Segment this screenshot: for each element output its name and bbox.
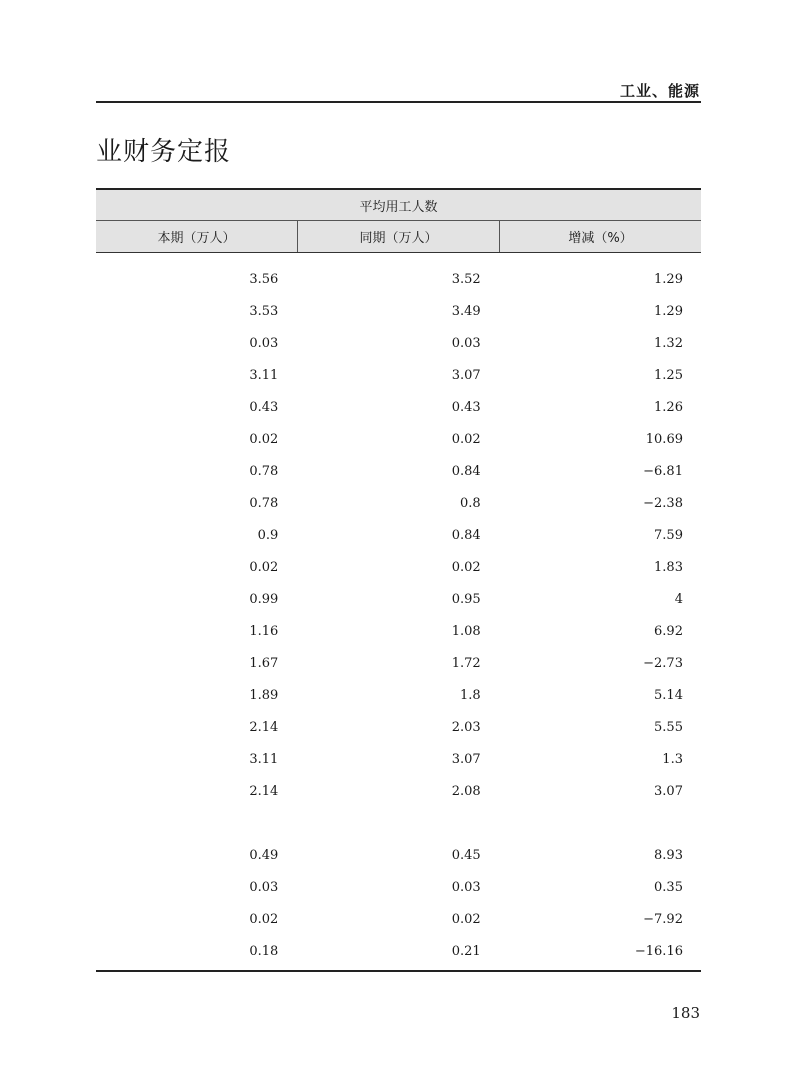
cell-change: 1.26 <box>654 399 683 415</box>
cell-current: 3.11 <box>249 751 279 767</box>
cell-previous: 2.03 <box>451 719 481 735</box>
cell-previous: 1.72 <box>451 655 481 671</box>
table-row <box>96 487 701 519</box>
table-row <box>96 615 701 647</box>
cell-previous: 3.52 <box>451 271 481 287</box>
cell-previous: 0.95 <box>451 591 481 607</box>
cell-change: 6.92 <box>654 623 683 639</box>
cell-current: 3.53 <box>249 303 279 319</box>
cell-current: 1.16 <box>249 623 279 639</box>
cell-current: 0.03 <box>249 879 279 895</box>
cell-current: 1.89 <box>249 687 279 703</box>
section-label: 工业、能源 <box>619 82 700 100</box>
table-row <box>96 551 701 583</box>
table-row <box>96 935 701 967</box>
cell-previous: 0.02 <box>451 559 481 575</box>
cell-change: 3.07 <box>654 783 683 799</box>
table-row <box>96 391 701 423</box>
data-table <box>96 188 701 967</box>
table-row <box>96 295 701 327</box>
cell-change: 1.3 <box>662 751 683 767</box>
cell-change: 5.55 <box>654 719 683 735</box>
cell-change: −16.16 <box>634 943 683 959</box>
cell-previous: 0.03 <box>451 335 481 351</box>
cell-current: 0.03 <box>249 335 279 351</box>
table-row <box>96 359 701 391</box>
cell-change: 8.93 <box>654 847 683 863</box>
cell-current: 0.02 <box>249 431 279 447</box>
cell-current: 3.11 <box>249 367 279 383</box>
cell-previous: 0.02 <box>451 431 481 447</box>
cell-previous: 0.84 <box>451 463 481 479</box>
cell-current: 0.18 <box>249 943 279 959</box>
cell-change: 7.59 <box>654 527 683 543</box>
table-row <box>96 455 701 487</box>
cell-previous: 3.07 <box>451 751 481 767</box>
cell-change: 1.83 <box>654 559 683 575</box>
column-header-current: 本期（万人） <box>157 231 236 246</box>
cell-current: 0.49 <box>249 847 279 863</box>
group-header: 平均用工人数 <box>96 190 701 221</box>
cell-current: 0.43 <box>249 399 279 415</box>
cell-change: −6.81 <box>643 463 683 479</box>
cell-previous: 1.08 <box>451 623 481 639</box>
header-rule <box>96 101 701 103</box>
table-body <box>96 253 701 967</box>
table-row <box>96 903 701 935</box>
table-row <box>96 711 701 743</box>
table-row <box>96 839 701 871</box>
cell-change: 1.32 <box>654 335 683 351</box>
cell-current: 1.67 <box>249 655 279 671</box>
table-row <box>96 263 701 295</box>
cell-change: 1.29 <box>654 303 683 319</box>
cell-change: −7.92 <box>643 911 683 927</box>
cell-previous: 0.03 <box>451 879 481 895</box>
cell-change: 10.69 <box>645 431 683 447</box>
cell-current: 0.02 <box>249 559 279 575</box>
cell-current: 0.99 <box>249 591 279 607</box>
cell-previous: 0.45 <box>451 847 481 863</box>
table-row <box>96 423 701 455</box>
page-number: 183 <box>671 1004 700 1022</box>
page-title: 业财务定报 <box>96 137 232 167</box>
cell-current: 2.14 <box>249 783 279 799</box>
table-row <box>96 519 701 551</box>
cell-change: −2.38 <box>643 495 683 511</box>
table-row <box>96 327 701 359</box>
cell-current: 3.56 <box>249 271 279 287</box>
table-row <box>96 647 701 679</box>
table-row <box>96 807 701 839</box>
column-header-change: 增减（%） <box>499 221 701 252</box>
cell-previous: 0.84 <box>451 527 481 543</box>
cell-change: 5.14 <box>654 687 683 703</box>
cell-previous: 0.02 <box>451 911 481 927</box>
cell-previous: 2.08 <box>451 783 481 799</box>
cell-current: 0.02 <box>249 911 279 927</box>
cell-change: 1.29 <box>654 271 683 287</box>
cell-previous: 3.49 <box>451 303 481 319</box>
table-row <box>96 583 701 615</box>
table-row <box>96 743 701 775</box>
cell-change: −2.73 <box>643 655 683 671</box>
table-row <box>96 775 701 807</box>
table-bottom-rule <box>96 970 701 972</box>
cell-previous: 0.8 <box>459 495 481 511</box>
cell-current: 0.78 <box>249 495 279 511</box>
cell-current: 0.78 <box>249 463 279 479</box>
cell-previous: 1.8 <box>459 687 481 703</box>
cell-previous: 0.21 <box>451 943 481 959</box>
cell-previous: 0.43 <box>451 399 481 415</box>
cell-change: 0.35 <box>654 879 683 895</box>
cell-current: 0.9 <box>257 527 279 543</box>
cell-current: 2.14 <box>249 719 279 735</box>
cell-previous: 3.07 <box>451 367 481 383</box>
table-row <box>96 871 701 903</box>
column-header-previous: 同期（万人） <box>297 221 499 252</box>
cell-change: 1.25 <box>654 367 683 383</box>
column-headers <box>96 221 701 253</box>
table-row <box>96 679 701 711</box>
cell-change: 4 <box>674 591 683 607</box>
